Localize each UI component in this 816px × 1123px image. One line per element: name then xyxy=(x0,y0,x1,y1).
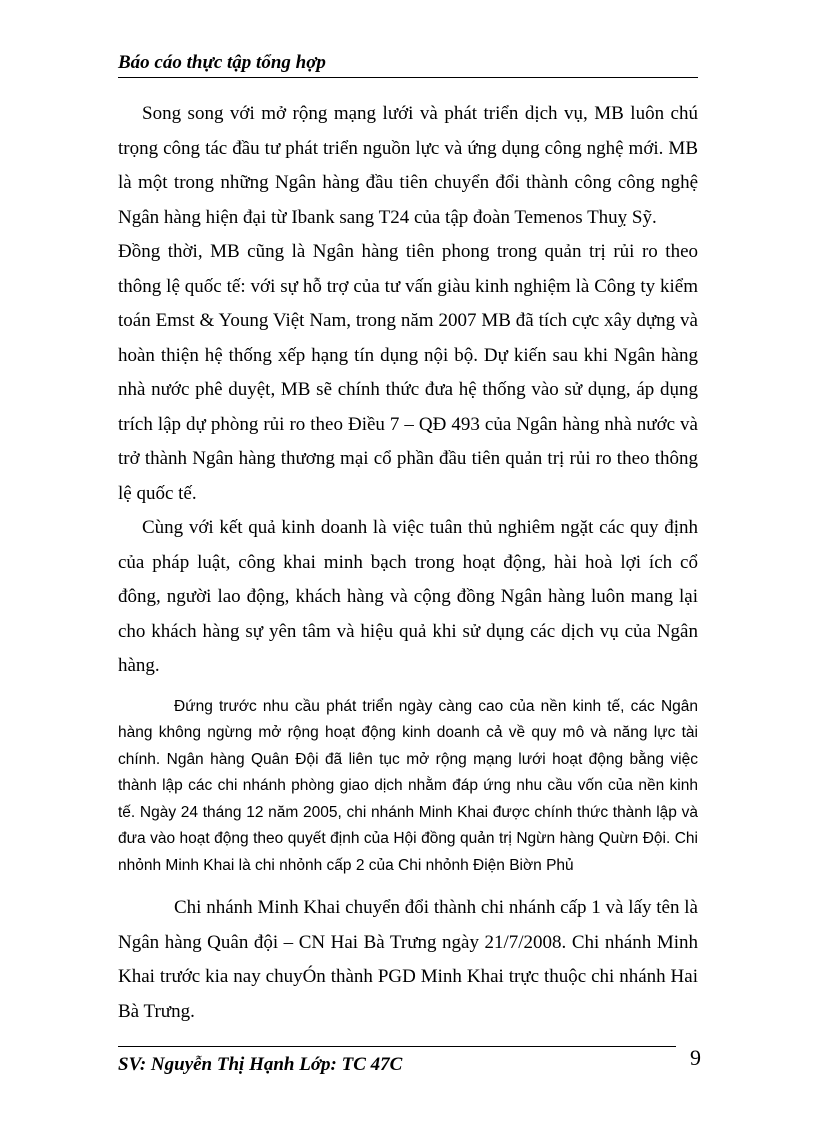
footer-divider xyxy=(118,1046,676,1047)
header-title: Báo cáo thực tập tổng hợp xyxy=(118,52,326,73)
header-divider xyxy=(118,77,698,78)
page-header xyxy=(118,50,698,78)
paragraph-technology: Song song với mở rộng mạng lưới và phát triển dịch vụ, MB luôn chú trọng công tác đầu tư phát triển nguồn lực và ứng dụng công nghệ mới. MB là một trong những Ngân hàng đầu tiên chuyển đổi thành công công nghệ Ngân hàng hiện đại từ Ibank sang T24 của tập đoàn Temenos Thuỵ Sỹ. xyxy=(118,103,698,228)
page-number: 9 xyxy=(690,1045,701,1070)
paragraph-compliance: Cùng với kết quả kinh doanh là việc tuân thủ nghiêm ngặt các quy định của pháp luật, công khai minh bạch trong hoạt động, hài hoà lợi ích cổ đông, người lao động, khách hàng và cộng đồng Ngân hàng luôn mang lại cho khách hàng sự yên tâm và hiệu quả khi sử dụng các dịch vụ của Ngân hàng. xyxy=(118,517,698,676)
document-body xyxy=(118,97,698,1029)
paragraph-branch-conversion: Chi nhánh Minh Khai chuyển đổi thành chi nhánh cấp 1 và lấy tên là Ngân hàng Quân đội – CN Hai Bà Trưng ngày 21/7/2008. Chi nhánh Minh Khai trước kia nay chuyÓn thành PGD Minh Khai trực thuộc chi nhánh Hai Bà Trưng. xyxy=(118,897,698,1022)
paragraph-risk-management: Đồng thời, MB cũng là Ngân hàng tiên phong trong quản trị rủi ro theo thông lệ quốc tế: với sự hỗ trợ của tư vấn giàu kinh nghiệm là Công ty kiểm toán Emst & Young Việt Nam, trong năm 2007 MB đã tích cực xây dựng và hoàn thiện hệ thống xếp hạng tín dụng nội bộ. Dự kiến sau khi Ngân hàng nhà nước phê duyệt, MB sẽ chính thức đưa hệ thống vào sử dụng, áp dụng trích lập dự phòng rủi ro theo Điều 7 – QĐ 493 của Ngân hàng nhà nước và trở thành Ngân hàng thương mại cổ phần đầu tiên quản trị rủi ro theo thông lệ quốc tế. xyxy=(118,241,698,504)
paragraph-branch-history: Đứng trước nhu cầu phát triển ngày càng cao của nền kinh tế, các Ngân hàng không ngừng mở rộng hoạt động kinh doanh cả về quy mô và năng lực tài chính. Ngân hàng Quân Đội đã liên tục mở rộng mạng lưới hoạt động bằng việc thành lập các chi nhánh phòng giao dịch nhằm đáp ứng nhu cầu vốn của nền kinh tế. Ngày 24 tháng 12 năm 2005, chi nhánh Minh Khai được chính thức thành lập và đưa vào hoạt động theo quyết định của Hội đồng quản trị Ngừn hàng Quừn Đội. Chi nhỏnh Minh Khai là chi nhỏnh cấp 2 của Chi nhỏnh Điện Biờn Phủ xyxy=(118,697,698,874)
footer-student-info: SV: Nguyễn Thị Hạnh Lớp: TC 47C xyxy=(118,1054,403,1075)
